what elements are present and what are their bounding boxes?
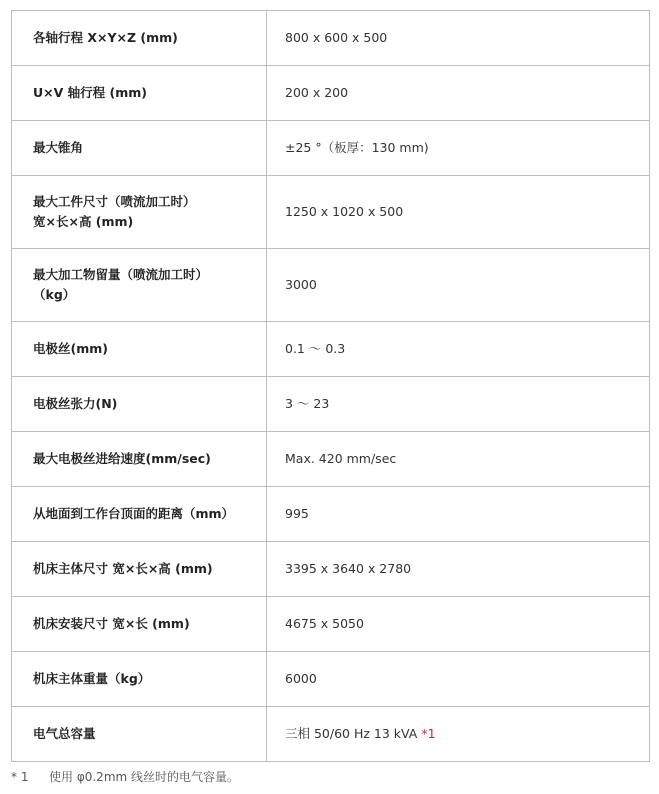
row-value: 3 ～ 23 <box>267 377 650 432</box>
table-row <box>12 66 650 121</box>
row-label: 机床安装尺寸 宽×长 (mm) <box>12 597 267 652</box>
row-label: 最大加工物留量（喷流加工时） （kg） <box>12 249 267 322</box>
row-value: Max. 420 mm/sec <box>267 432 650 487</box>
row-label: 电气总容量 <box>12 707 267 762</box>
spec-table <box>11 10 650 762</box>
row-value: 0.1 ～ 0.3 <box>267 322 650 377</box>
row-label: 最大工件尺寸（喷流加工时） 宽×长×高 (mm) <box>12 176 267 249</box>
row-label: U×V 轴行程 (mm) <box>12 66 267 121</box>
row-label: 从地面到工作台顶面的距离（mm） <box>12 487 267 542</box>
table-row <box>12 11 650 66</box>
row-label: 机床主体重量（kg） <box>12 652 267 707</box>
footnote <box>11 768 239 786</box>
table-row <box>12 432 650 487</box>
row-value: 4675 x 5050 <box>267 597 650 652</box>
table-row <box>12 652 650 707</box>
footnote-mark: * 1 <box>11 770 29 784</box>
table-row <box>12 176 650 249</box>
row-value: ±25 °（板厚：130 mm) <box>267 121 650 176</box>
footnote-text: 使用 φ0.2mm 线丝时的电气容量。 <box>49 770 240 784</box>
row-value: 200 x 200 <box>267 66 650 121</box>
table-row <box>12 322 650 377</box>
footnote-reference-link[interactable]: *1 <box>421 726 436 741</box>
table-row <box>12 249 650 322</box>
table-row <box>12 377 650 432</box>
row-value: 三相 50/60 Hz 13 kVA *1 <box>267 707 650 762</box>
row-label: 电极丝张力(N) <box>12 377 267 432</box>
row-label: 各轴行程 X×Y×Z (mm) <box>12 11 267 66</box>
row-value: 800 x 600 x 500 <box>267 11 650 66</box>
row-label: 电极丝(mm) <box>12 322 267 377</box>
row-label: 最大电极丝进给速度(mm/sec) <box>12 432 267 487</box>
row-value: 6000 <box>267 652 650 707</box>
row-value: 3000 <box>267 249 650 322</box>
row-value: 3395 x 3640 x 2780 <box>267 542 650 597</box>
row-value: 995 <box>267 487 650 542</box>
row-value: 1250 x 1020 x 500 <box>267 176 650 249</box>
row-label: 最大锥角 <box>12 121 267 176</box>
row-label: 机床主体尺寸 宽×长×高 (mm) <box>12 542 267 597</box>
table-row <box>12 542 650 597</box>
table-row <box>12 707 650 762</box>
table-row <box>12 121 650 176</box>
table-row <box>12 487 650 542</box>
table-row <box>12 597 650 652</box>
